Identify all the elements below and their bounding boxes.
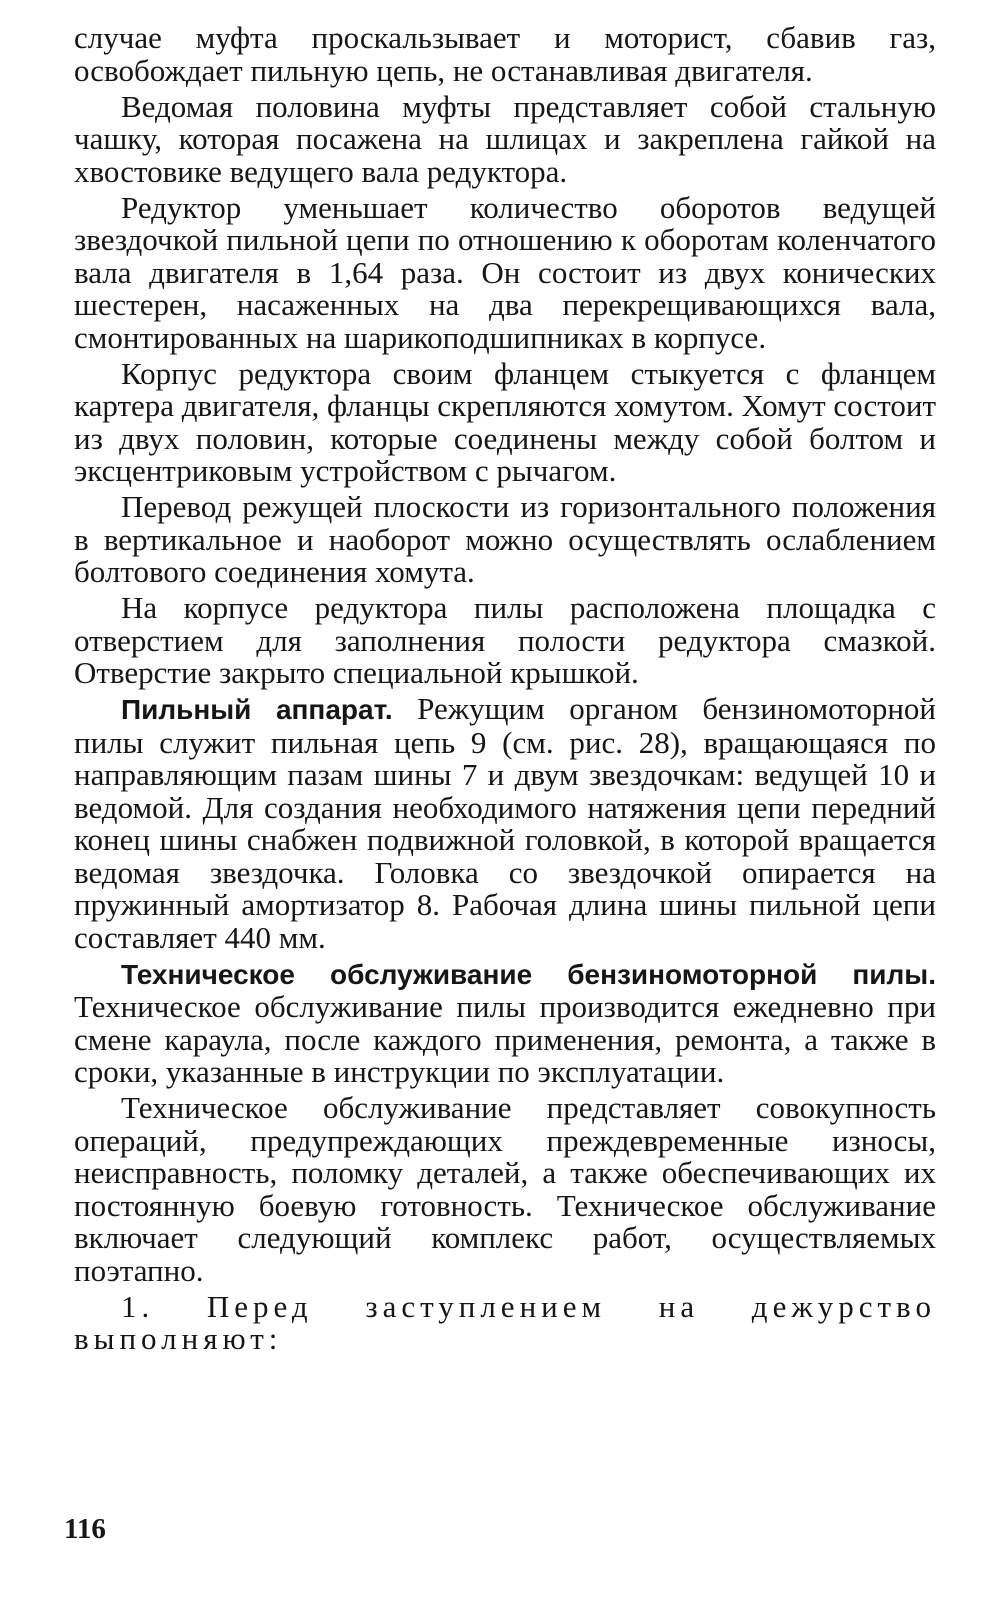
run-in-heading-maintenance: Техническое обслуживание бензиномоторной пилы. (121, 958, 936, 990)
paragraph-4-text: Корпус редуктора своим фланцем стыкуется с фланцем картера двигателя, фланцы скрепляются хомутом. Хомут состоит из двух половин, которые соединены между собой болтом и эксцентриковым устройством с рычагом. (74, 355, 936, 488)
page-body (74, 22, 936, 1359)
paragraph-saw-apparatus-text: Режущим органом бензиномоторной пилы служит пильная цепь 9 (см. рис. 28), вращающаяся по направляющим пазам шины 7 и двум звездочкам: ведущей 10 и ведомой. Для создания необходимого натяжения цепи передний конец шины снабжен подвижной головкой, в которой вращается ведомая звездочка. Головка со звездочкой опирается на пружинный амортизатор 8. Рабочая длина шины пильной цепи составляет 440 мм. (74, 691, 936, 955)
paragraph-5-text: Перевод режущей плоскости из горизонтального положения в вертикальное и наоборот можно осуществлять ослаблением болтового соединения хомута. (74, 489, 936, 589)
page-number: 116 (64, 1513, 106, 1545)
paragraph-10 (74, 1288, 936, 1356)
paragraph-2-text: Ведомая половина муфты представляет собой стальную чашку, которая посажена на шлицах и закреплена гайкой на хвостовике ведущего вала редуктора. (74, 88, 936, 189)
run-in-heading-saw-apparatus: Пильный аппарат. (121, 694, 393, 725)
paragraph-3 (74, 189, 936, 355)
paragraph-9-text: Техническое обслуживание представляет совокупность операций, предупреждающих преждевременные износы, неисправность, поломку деталей, а также обеспечивающих их постоянную боевую готовность. Техническое обслуживание включает следующий комплекс работ, осуществляемых поэтапно. (74, 1090, 936, 1288)
paragraph-1 (74, 22, 936, 87)
paragraph-5 (74, 491, 936, 589)
paragraph-1-text: случае муфта проскальзывает и моторист, сбавив газ, освобождает пильную цепь, не останавливая двигателя. (74, 20, 936, 88)
paragraph-10-text: 1. Перед заступлением на дежурство выполняют: (74, 1288, 936, 1356)
paragraph-3-text: Редуктор уменьшает количество оборотов ведущей звездочкой пильной цепи по отношению к оборотам коленчатого вала двигателя в 1,64 раза. Он состоит из двух конических шестерен, насаженных на два перекрещивающихся вала, смонтированных на шарикоподшипниках в корпусе. (74, 189, 936, 355)
paragraph-saw-apparatus (74, 693, 936, 954)
paragraph-maintenance-text: Техническое обслуживание пилы производится ежедневно при смене караула, после каждого применения, ремонта, а также в сроки, указанные в инструкции по эксплуатации. (74, 989, 936, 1089)
paragraph-6-text: На корпусе редуктора пилы расположена площадка с отверстием для заполнения полости редуктора смазкой. Отверстие закрыто специальной крышкой. (74, 590, 936, 690)
paragraph-4 (74, 355, 936, 488)
paragraph-9 (74, 1092, 936, 1287)
paragraph-6 (74, 592, 936, 690)
paragraph-maintenance (74, 958, 936, 1089)
paragraph-2 (74, 88, 936, 189)
